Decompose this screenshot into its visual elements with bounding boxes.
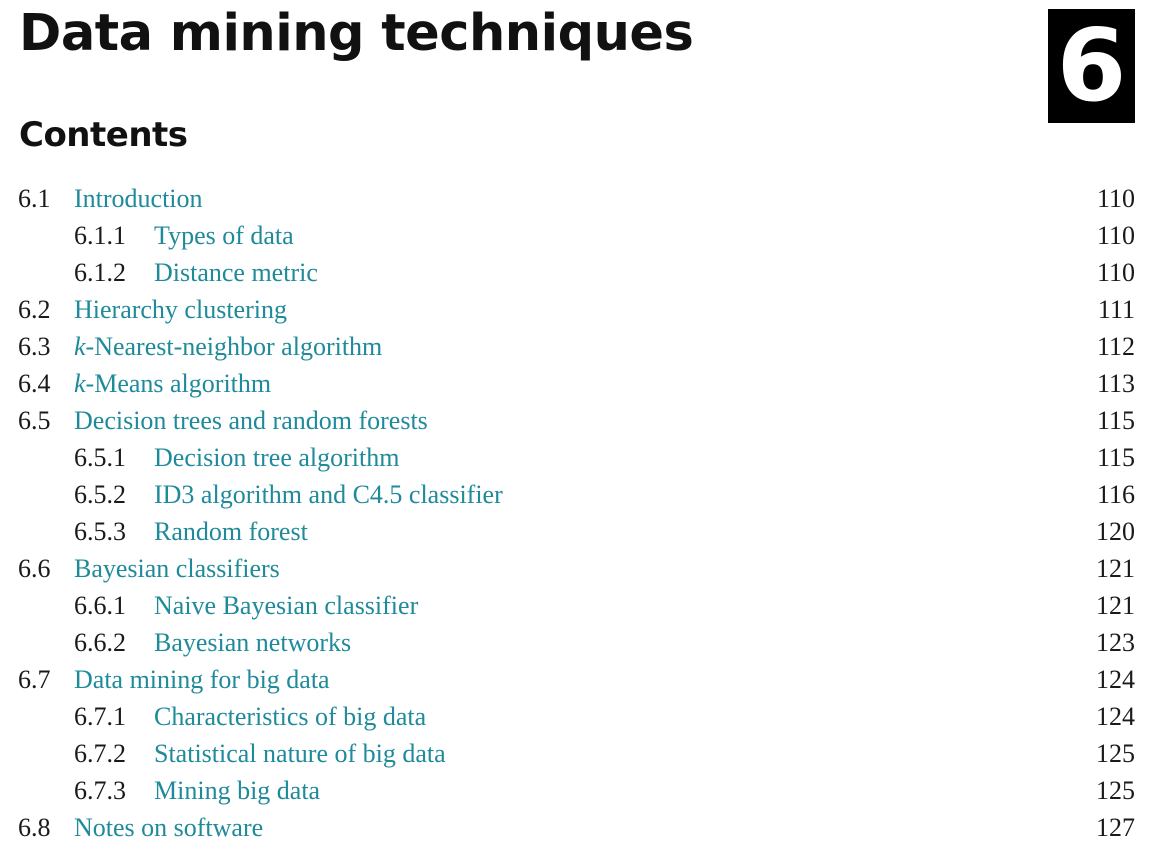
toc-section-link[interactable]	[154, 624, 351, 661]
toc-section-number: 6.7.3	[74, 776, 126, 805]
toc-page-number: 125	[1096, 739, 1135, 768]
toc-section-number: 6.5.3	[74, 517, 126, 546]
toc-section-number: 6.1	[18, 184, 51, 213]
toc-section-link[interactable]	[154, 476, 503, 513]
toc-entry[interactable]	[18, 772, 1135, 809]
toc-title-text: Mining big data	[154, 776, 321, 805]
toc-entry[interactable]	[18, 661, 1135, 698]
toc-entry[interactable]	[18, 513, 1135, 550]
toc-title-text: Random forest	[154, 517, 308, 546]
toc-entry[interactable]	[18, 624, 1135, 661]
toc-title-text: Data mining for big data	[74, 665, 330, 694]
toc-entry[interactable]	[18, 698, 1135, 735]
toc-section-link[interactable]	[154, 735, 446, 772]
toc-section-link[interactable]	[154, 513, 308, 550]
toc-entry[interactable]	[18, 217, 1135, 254]
toc-section-link[interactable]	[154, 698, 426, 735]
toc-entry[interactable]	[18, 809, 1135, 846]
toc-page-number: 121	[1096, 591, 1135, 620]
toc-section-link[interactable]	[154, 587, 418, 624]
toc-page-number: 110	[1096, 184, 1135, 213]
toc-page-number: 127	[1096, 813, 1135, 842]
toc-title-text: Notes on software	[74, 813, 264, 842]
toc-entry[interactable]	[18, 439, 1135, 476]
toc-section-number: 6.6	[18, 554, 51, 583]
toc-page-number: 123	[1096, 628, 1135, 657]
toc-title-text: Introduction	[74, 184, 203, 213]
toc-page-number: 112	[1096, 332, 1135, 361]
toc-title-text: Statistical nature of big data	[154, 739, 446, 768]
toc-page-number: 111	[1097, 295, 1135, 324]
toc-page-number: 110	[1096, 221, 1135, 250]
toc-section-link[interactable]	[154, 439, 399, 476]
toc-page-number: 116	[1096, 480, 1135, 509]
table-of-contents	[18, 180, 1135, 846]
toc-entry[interactable]	[18, 476, 1135, 513]
chapter-title: Data mining techniques	[19, 4, 694, 63]
toc-title-text: -Nearest-neighbor algorithm	[85, 332, 383, 361]
toc-section-number: 6.1.2	[74, 258, 126, 287]
toc-title-text: -Means algorithm	[85, 369, 272, 398]
toc-page-number: 124	[1096, 665, 1135, 694]
toc-page-number: 113	[1096, 369, 1135, 398]
toc-entry[interactable]	[18, 402, 1135, 439]
toc-section-link[interactable]	[74, 180, 203, 217]
toc-title-text: Decision trees and random forests	[74, 406, 428, 435]
toc-page-number: 125	[1096, 776, 1135, 805]
toc-section-link[interactable]	[74, 661, 330, 698]
toc-title-text: Characteristics of big data	[154, 702, 427, 731]
toc-title-text: Distance metric	[154, 258, 318, 287]
toc-section-number: 6.4	[18, 369, 51, 398]
chapter-number-badge: 6	[1048, 9, 1135, 123]
toc-section-link[interactable]	[74, 291, 287, 328]
toc-title-text: Bayesian classifiers	[74, 554, 280, 583]
toc-entry[interactable]	[18, 328, 1135, 365]
toc-title-italic-prefix: k	[74, 369, 86, 398]
toc-entry[interactable]	[18, 291, 1135, 328]
toc-entry[interactable]	[18, 587, 1135, 624]
toc-section-number: 6.8	[18, 813, 51, 842]
toc-title-text: ID3 algorithm and C4.5 classifier	[154, 480, 503, 509]
toc-title-text: Bayesian networks	[154, 628, 352, 657]
toc-section-number: 6.5.1	[74, 443, 126, 472]
toc-page-number: 120	[1096, 517, 1135, 546]
toc-section-number: 6.7.1	[74, 702, 126, 731]
toc-section-number: 6.6.1	[74, 591, 126, 620]
toc-section-link[interactable]	[74, 809, 263, 846]
toc-entry[interactable]	[18, 365, 1135, 402]
toc-entry[interactable]	[18, 550, 1135, 587]
toc-section-number: 6.3	[18, 332, 51, 361]
toc-section-number: 6.7	[18, 665, 51, 694]
toc-title-text: Naive Bayesian classifier	[154, 591, 419, 620]
toc-section-number: 6.2	[18, 295, 51, 324]
toc-section-link[interactable]	[154, 254, 318, 291]
contents-heading: Contents	[19, 115, 188, 155]
toc-section-link[interactable]	[74, 402, 428, 439]
toc-section-number: 6.7.2	[74, 739, 126, 768]
toc-title-text: Hierarchy clustering	[74, 295, 287, 324]
toc-page-number: 124	[1096, 702, 1135, 731]
toc-page-number: 115	[1096, 443, 1135, 472]
toc-page-number: 121	[1096, 554, 1135, 583]
toc-section-link[interactable]	[74, 328, 382, 365]
toc-section-number: 6.5.2	[74, 480, 126, 509]
toc-section-link[interactable]	[74, 365, 271, 402]
toc-page-number: 115	[1096, 406, 1135, 435]
toc-title-text: Types of data	[154, 221, 294, 250]
toc-section-number: 6.1.1	[74, 221, 126, 250]
toc-section-number: 6.6.2	[74, 628, 126, 657]
toc-section-number: 6.5	[18, 406, 51, 435]
toc-entry[interactable]	[18, 180, 1135, 217]
toc-section-link[interactable]	[154, 217, 294, 254]
toc-section-link[interactable]	[74, 550, 280, 587]
toc-title-text: Decision tree algorithm	[154, 443, 400, 472]
toc-entry[interactable]	[18, 735, 1135, 772]
toc-entry[interactable]	[18, 254, 1135, 291]
toc-page-number: 110	[1096, 258, 1135, 287]
toc-title-italic-prefix: k	[74, 332, 86, 361]
toc-section-link[interactable]	[154, 772, 320, 809]
